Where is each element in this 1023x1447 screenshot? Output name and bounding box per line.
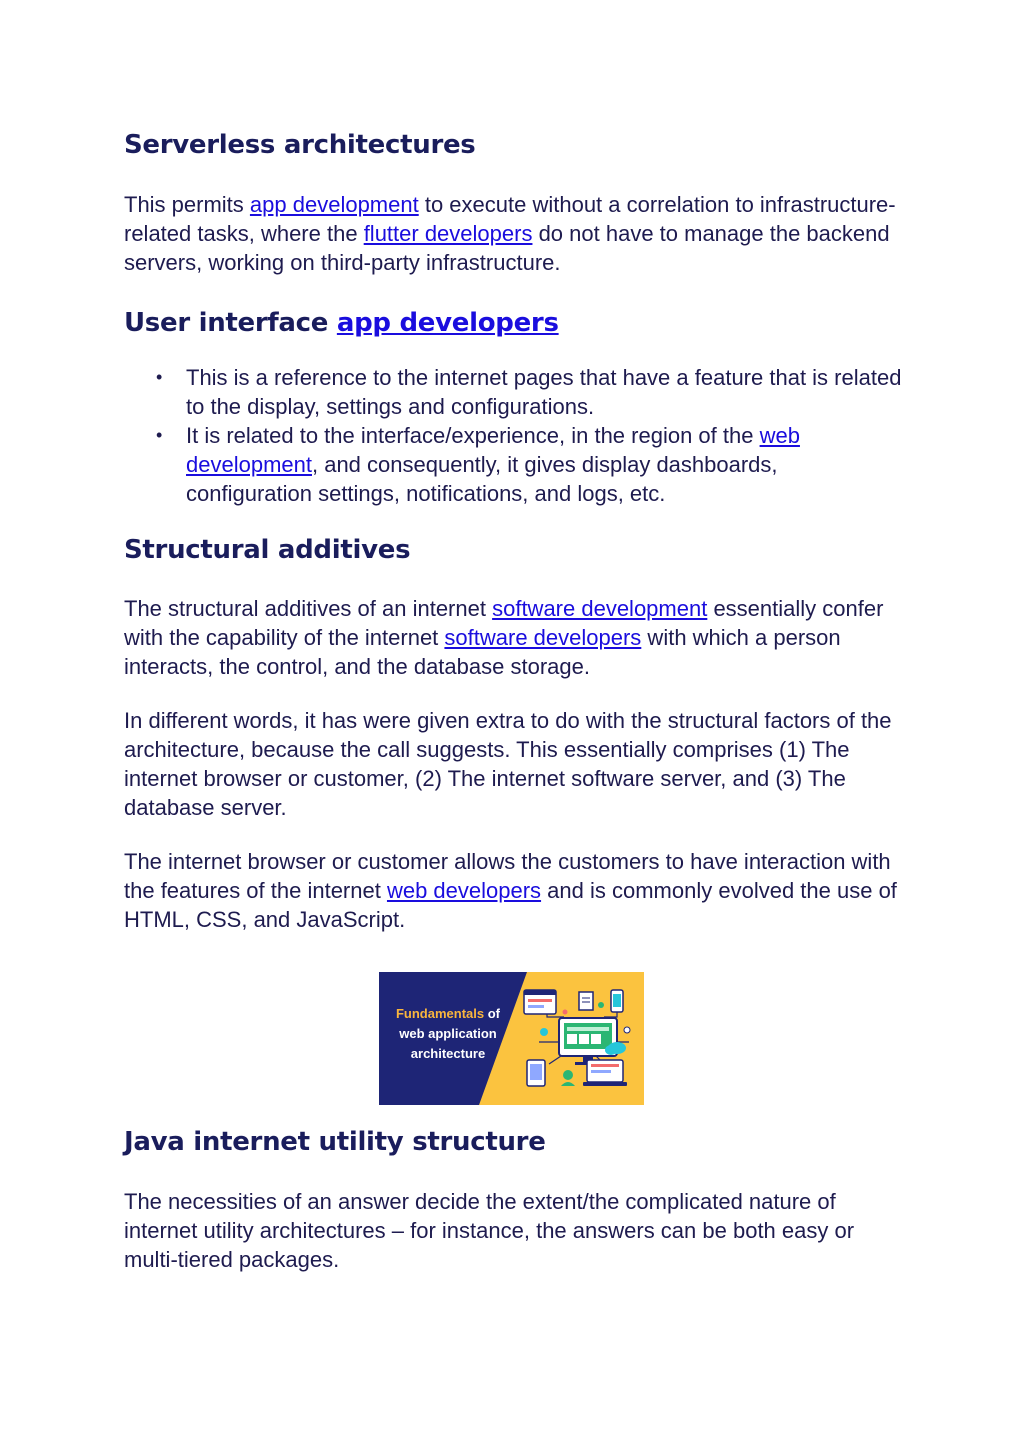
heading-user-interface — [124, 306, 904, 340]
text-run: do not have to manage the backend servers, working on third-party infrastructure. — [124, 221, 890, 275]
text-run: to execute without a correlation to infrastructure-related tasks, where the — [124, 192, 896, 246]
banner-text-run: architecture — [410, 1046, 486, 1061]
list-item — [186, 421, 904, 508]
text-run: , and consequently, it gives display dashboards, configuration settings, notifications, and logs, etc. — [186, 452, 778, 506]
article-content — [124, 118, 904, 1274]
heading-serverless-architectures: Serverless architectures — [124, 130, 476, 160]
paragraph-structural-3 — [124, 847, 904, 934]
banner-caption — [385, 1004, 511, 1064]
web-architecture-banner-image — [379, 972, 644, 1105]
link-software-development[interactable]: software development — [492, 596, 708, 621]
heading-text: User interface — [124, 308, 337, 338]
document-icon — [579, 992, 593, 1010]
paragraph-serverless — [124, 190, 904, 277]
text-run: This permits — [124, 192, 250, 217]
link-app-developers[interactable]: app developers — [336, 308, 559, 338]
phone-icon — [611, 990, 623, 1012]
banner-highlight-word: Fundamentals — [395, 1006, 485, 1021]
browser-window-icon — [524, 990, 556, 1014]
list-item: • This is a reference to the internet pages that have a feature that is related to the display, settings and configurations. — [186, 363, 904, 421]
text-run: The structural additives of an internet — [124, 596, 493, 621]
link-app-development[interactable]: app development — [249, 192, 419, 217]
heading-structural-additives: Structural additives — [124, 535, 411, 565]
link-web-developers[interactable]: web developers — [386, 878, 542, 903]
tablet-icon — [527, 1060, 545, 1086]
paragraph-structural-2: In different words, it has were given extra to do with the structural factors of the architecture, because the call suggests. This essentially comprises (1) The internet browser or customer, (2) The internet software server, and (3) The database server. — [124, 708, 892, 820]
text-run: with which a person interacts, the control, and the database storage. — [124, 625, 841, 679]
text-run: essentially confer with the capability of the internet — [124, 596, 884, 650]
link-software-developers[interactable]: software developers — [444, 625, 642, 650]
paragraph-java: The necessities of an answer decide the extent/the complicated nature of internet utility architectures – for instance, the answers can be both easy or multi-tiered packages. — [124, 1189, 855, 1272]
link-web-development[interactable]: web development — [186, 423, 800, 477]
link-flutter-developers[interactable]: flutter developers — [363, 221, 533, 246]
laptop-icon — [583, 1060, 627, 1086]
text-run: It is related to the interface/experience, in the region of the — [186, 423, 760, 448]
paragraph-structural-1 — [124, 594, 904, 681]
text-run: The internet browser or customer allows the customers to have interaction with the features of the internet — [124, 849, 891, 903]
banner-text-run: of — [484, 1006, 500, 1021]
text-run: and is commonly evolved the use of HTML, CSS, and JavaScript. — [124, 878, 897, 932]
heading-java-internet-utility: Java internet utility structure — [124, 1127, 546, 1157]
bullet-list-ui — [124, 363, 904, 508]
banner-text-run: web application — [399, 1026, 497, 1041]
